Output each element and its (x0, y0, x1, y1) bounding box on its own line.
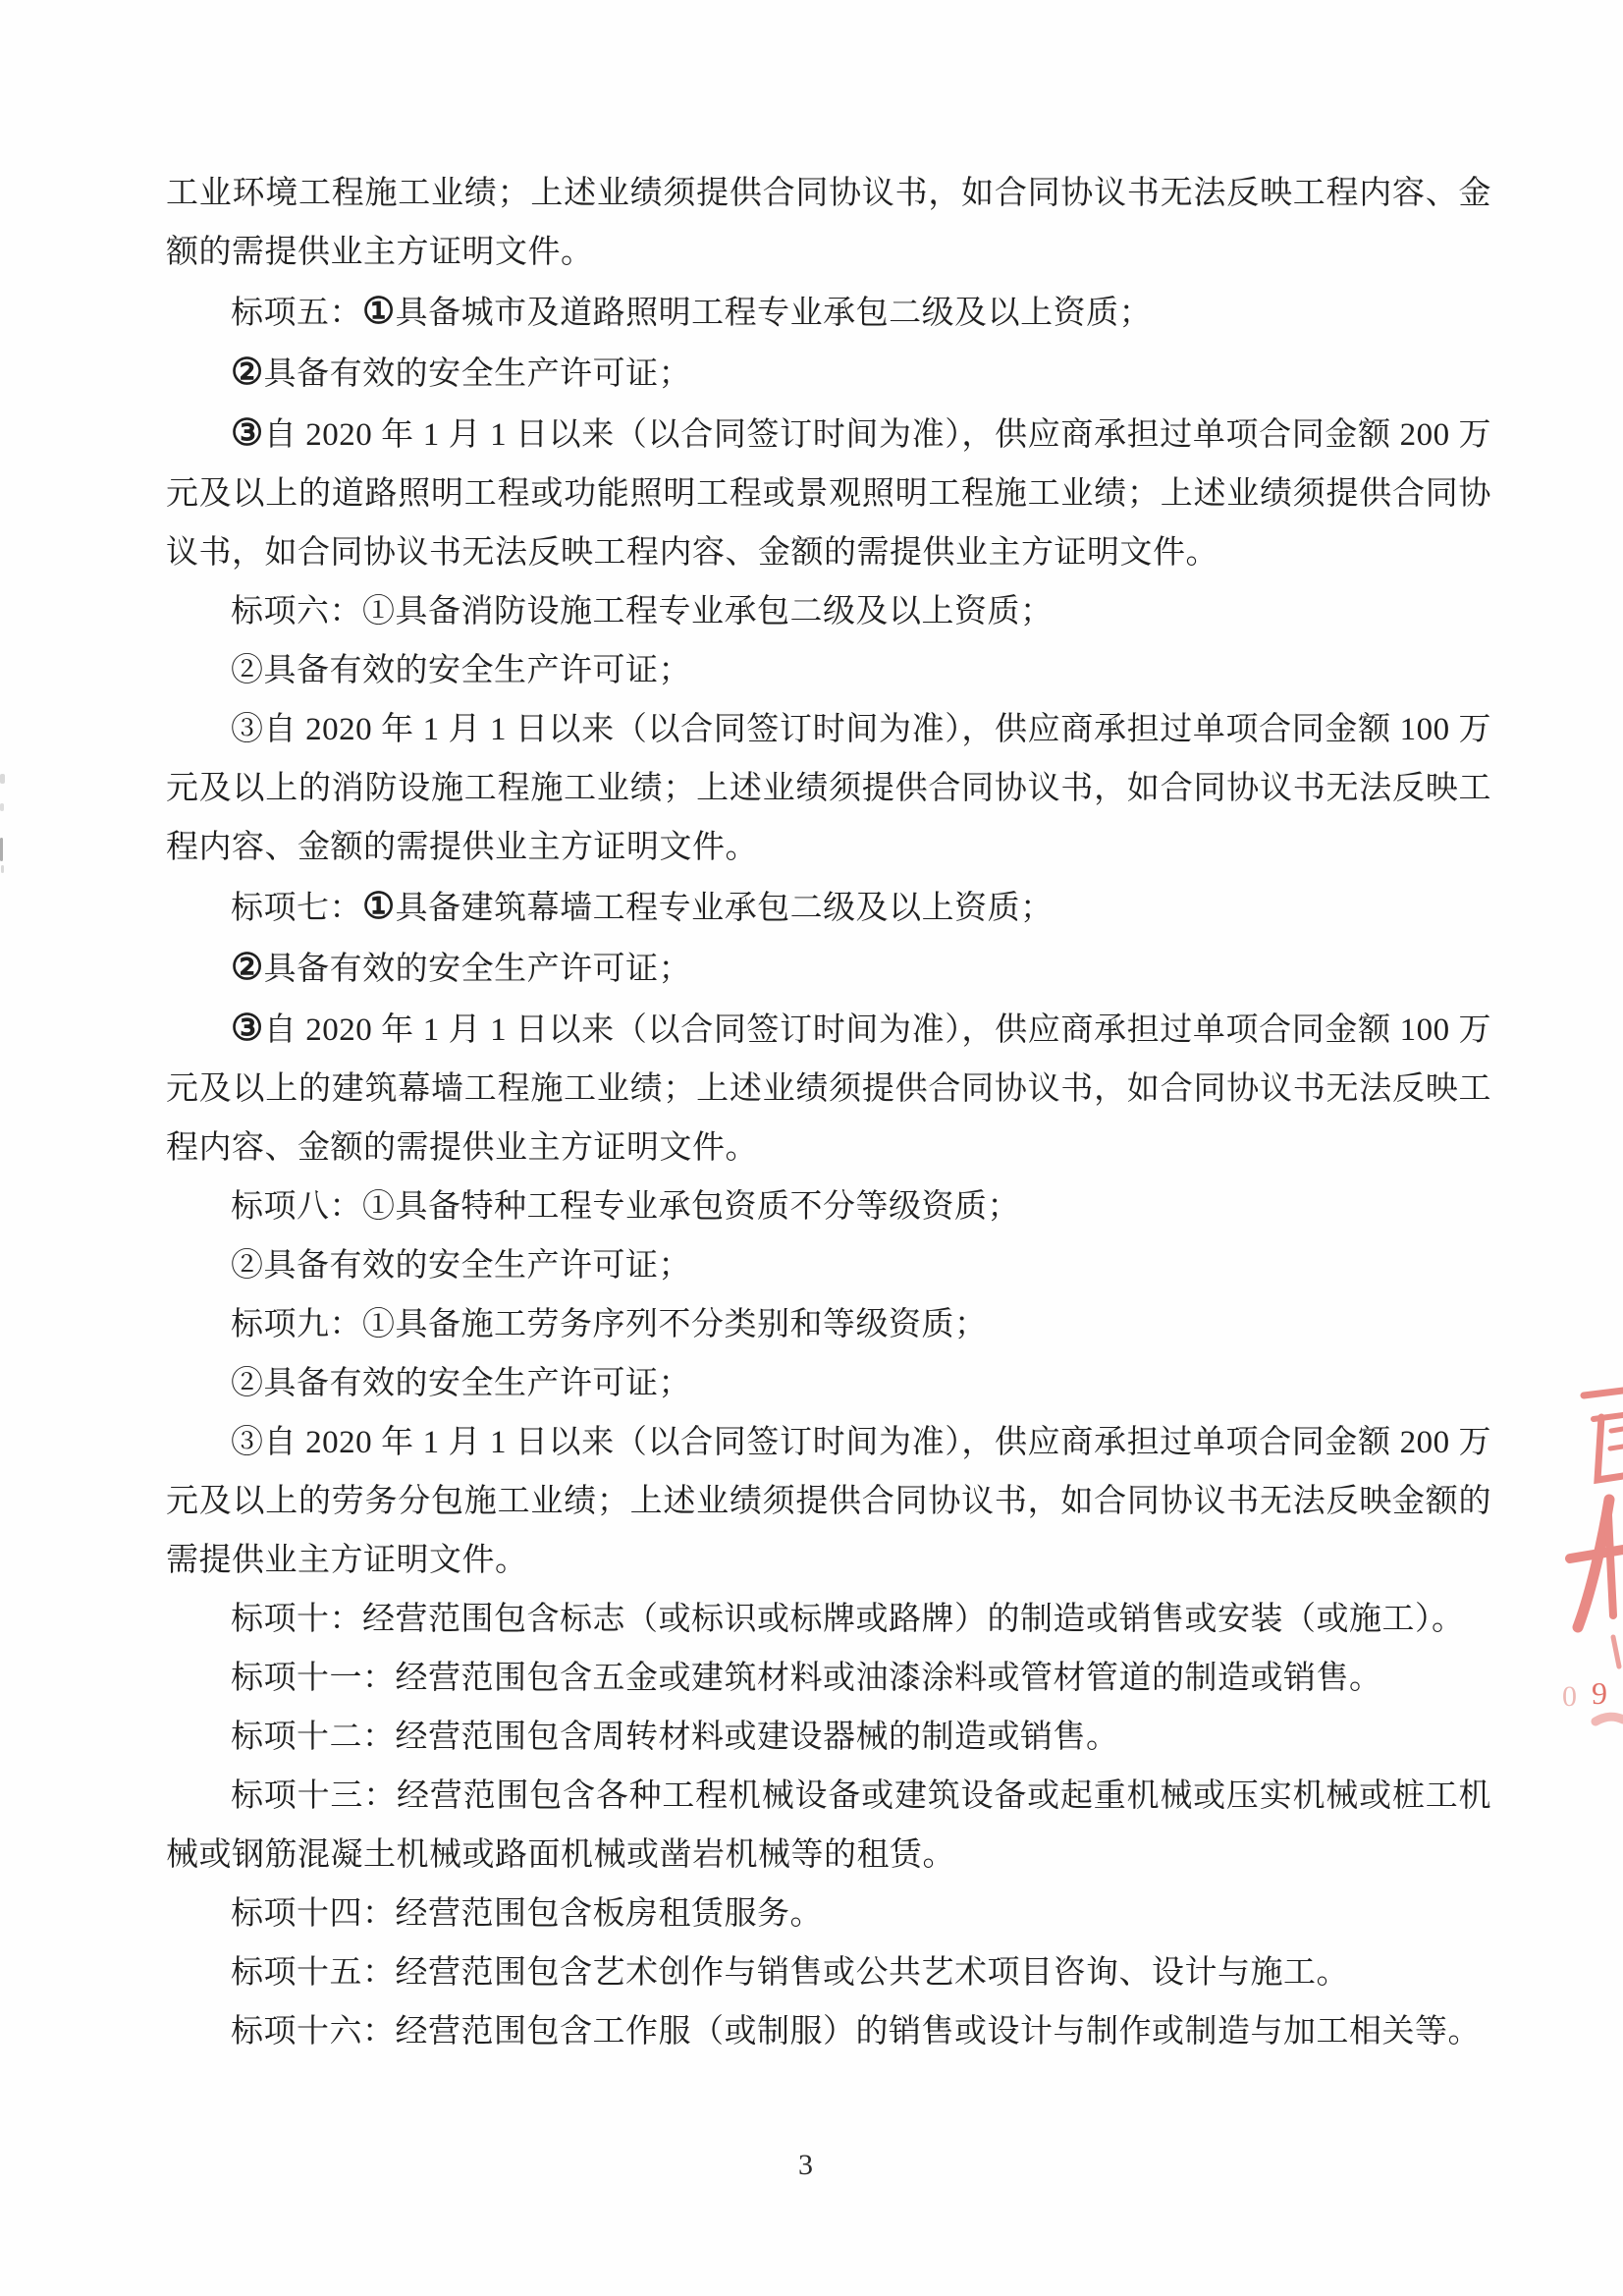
doc-paragraph: 标项八：①具备特种工程专业承包资质不分等级资质； (231, 1189, 1020, 1225)
circled-number: ③ (231, 412, 264, 453)
doc-paragraph: 标项十三：经营范围包含各种工程机械设备或建筑设备或起重机械或压实机械或桩工机械或钢筋混凝土机械或路面机械或凿岩机械等的租赁。 (166, 1778, 1491, 1873)
red-stamp-fragment-icon (1554, 1370, 1623, 1743)
doc-paragraph: ②具备有效的安全生产许可证； (231, 947, 692, 987)
scan-artifact (0, 803, 4, 811)
doc-paragraph: ③自 2020 年 1 月 1 日以来（以合同签订时间为准），供应商承担过单项合同金额 200 万元及以上的道路照明工程或功能照明工程或景观照明工程施工业绩；上述业绩须提供合同协议书，如合同协议书无法反映工程内容、金额的需提供业主方证明文件。 (166, 412, 1491, 571)
circled-number: ① (362, 886, 396, 926)
doc-paragraph: ②具备有效的安全生产许可证； (231, 1366, 691, 1401)
doc-paragraph: 标项十：经营范围包含标志（或标识或标牌或路牌）的制造或销售或安装（或施工）。 (231, 1602, 1465, 1637)
circled-number: ① (362, 291, 396, 331)
doc-paragraph: 标项十一：经营范围包含五金或建筑材料或油漆涂料或管材管道的制造或销售。 (231, 1661, 1382, 1696)
scan-artifact (0, 838, 3, 861)
scan-artifact (1, 865, 4, 873)
doc-paragraph: ②具备有效的安全生产许可证； (231, 653, 691, 688)
doc-paragraph: 标项六：①具备消防设施工程专业承包二级及以上资质； (231, 594, 1054, 629)
document-body (166, 164, 1491, 2061)
circled-number: ③ (231, 1008, 264, 1048)
doc-paragraph: ③自 2020 年 1 月 1 日以来（以合同签订时间为准），供应商承担过单项合同金额 200 万元及以上的劳务分包施工业绩；上述业绩须提供合同协议书，如合同协议书无法反映金额的需提供业主方证明文件。 (166, 1425, 1491, 1578)
doc-paragraph: 工业环境工程施工业绩；上述业绩须提供合同协议书，如合同协议书无法反映工程内容、金额的需提供业主方证明文件。 (166, 176, 1491, 270)
red-stamp-digit: 9 (1592, 1675, 1607, 1711)
page-number: 3 (798, 2149, 813, 2181)
scan-artifact (0, 774, 5, 784)
doc-paragraph: ②具备有效的安全生产许可证； (231, 352, 692, 392)
doc-paragraph: 标项十二：经营范围包含周转材料或建设器械的制造或销售。 (231, 1720, 1119, 1755)
doc-paragraph: 标项十六：经营范围包含工作服（或制服）的销售或设计与制作或制造与加工相关等。 (231, 2014, 1481, 2050)
svg-text:0: 0 (1562, 1680, 1577, 1713)
doc-paragraph: 标项七：①具备建筑幕墙工程专业承包二级及以上资质； (231, 886, 1054, 926)
doc-paragraph: 标项五：①具备城市及道路照明工程专业承包二级及以上资质； (231, 291, 1153, 331)
doc-paragraph: 标项十四：经营范围包含板房租赁服务。 (231, 1896, 823, 1932)
doc-paragraph: 标项九：①具备施工劳务序列不分类别和等级资质； (231, 1307, 988, 1342)
doc-paragraph: 标项十五：经营范围包含艺术创作与销售或公共艺术项目咨询、设计与施工。 (231, 1955, 1349, 1991)
circled-number: ② (231, 947, 264, 987)
doc-paragraph: ③自 2020 年 1 月 1 日以来（以合同签订时间为准），供应商承担过单项合同金额 100 万元及以上的消防设施工程施工业绩；上述业绩须提供合同协议书，如合同协议书无法反映工程内容、金额的需提供业主方证明文件。 (166, 712, 1491, 865)
circled-number: ② (231, 352, 264, 392)
doc-paragraph: ③自 2020 年 1 月 1 日以来（以合同签订时间为准），供应商承担过单项合同金额 100 万元及以上的建筑幕墙工程施工业绩；上述业绩须提供合同协议书，如合同协议书无法反映工程内容、金额的需提供业主方证明文件。 (166, 1008, 1491, 1166)
doc-paragraph: ②具备有效的安全生产许可证； (231, 1248, 691, 1284)
